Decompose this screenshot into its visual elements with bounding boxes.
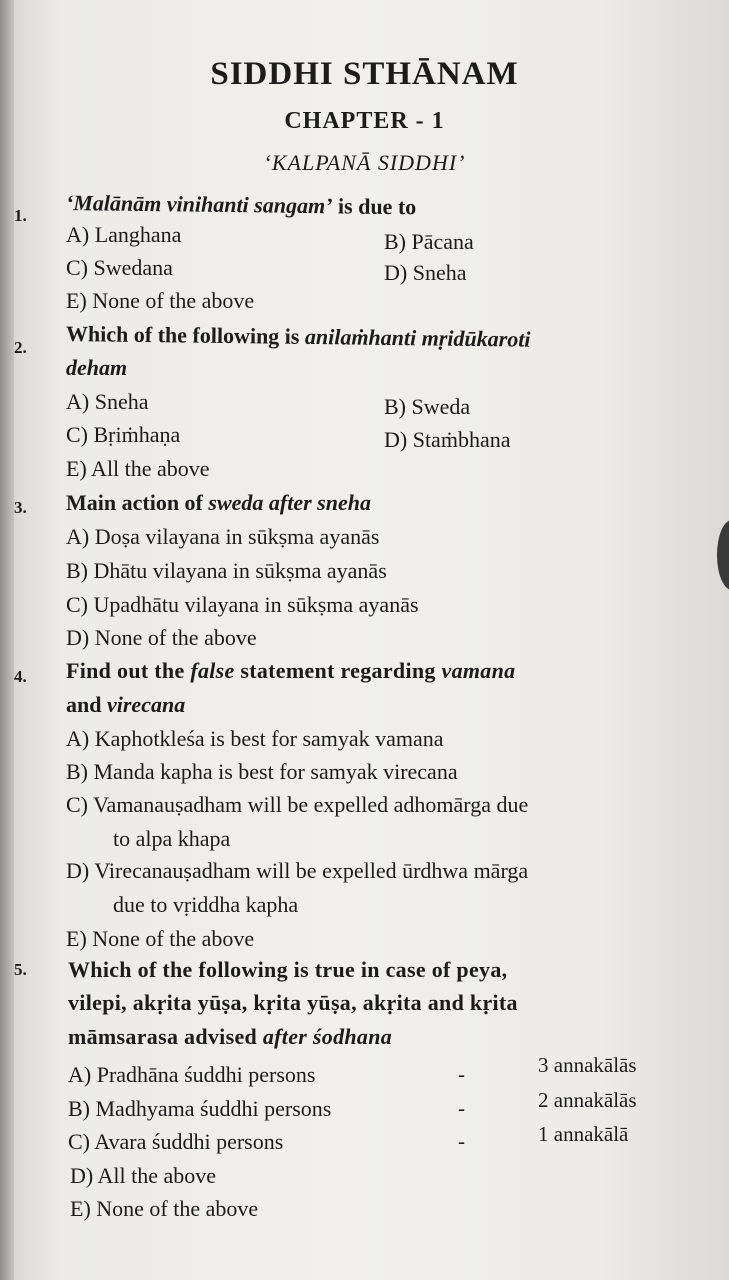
- question-number: 1.: [14, 206, 27, 225]
- section-title: SIDDHI STHĀNAM: [210, 56, 519, 92]
- option-a[interactable]: A) Kaphotkleśa is best for samyak vamana: [66, 726, 444, 751]
- option-dash: -: [458, 1096, 465, 1120]
- option-c[interactable]: C) Upadhātu vilayana in sūkṣma ayanās: [66, 592, 419, 617]
- option-d[interactable]: D) Virecanauṣadham will be expelled ūrdhwa mārga: [66, 858, 529, 883]
- thumb-shadow: [717, 520, 729, 590]
- option-d-continued: due to vṛiddha kapha: [113, 892, 299, 917]
- option-c[interactable]: C) Avara śuddhi persons: [68, 1129, 284, 1154]
- option-d[interactable]: D) Sneha: [384, 260, 467, 285]
- option-e[interactable]: E) None of the above: [66, 288, 255, 313]
- option-a-value: 3 annakālās: [538, 1053, 637, 1077]
- option-b[interactable]: B) Dhātu vilayana in sūkṣma ayanās: [66, 558, 387, 583]
- question-stem: Which of the following is true in case of peya,: [68, 957, 508, 982]
- question-stem: Main action of sweda after sneha: [66, 490, 371, 515]
- option-a[interactable]: A) Sneha: [66, 389, 149, 414]
- option-c[interactable]: C) Bṛiṁhaṇa: [66, 422, 181, 447]
- question-stem-line2: deham: [66, 355, 128, 380]
- option-e[interactable]: E) None of the above: [66, 926, 255, 951]
- question-stem-line2: vilepi, akṛita yūṣa, kṛita yūṣa, akṛita and kṛita: [68, 990, 518, 1015]
- question-number: 4.: [14, 667, 27, 686]
- option-b[interactable]: B) Sweda: [384, 394, 471, 419]
- option-c[interactable]: C) Vamanauṣadham will be expelled adhomārga due: [66, 792, 529, 817]
- option-dash: -: [458, 1062, 465, 1086]
- question-stem: Which of the following is anilaṁhanti mṛidūkaroti: [65, 321, 531, 352]
- option-b[interactable]: B) Madhyama śuddhi persons: [68, 1096, 332, 1121]
- option-e[interactable]: E) None of the above: [70, 1196, 259, 1221]
- option-c-continued: to alpa khapa: [113, 826, 231, 851]
- chapter-title: ‘KALPANĀ SIDDHI’: [263, 150, 466, 175]
- option-a[interactable]: A) Langhana: [66, 222, 182, 247]
- option-a[interactable]: A) Doṣa vilayana in sūkṣma ayanās: [66, 524, 380, 549]
- chapter-heading: CHAPTER - 1: [284, 108, 445, 134]
- question-stem-line2: and virecana: [66, 692, 186, 717]
- question-stem-line3: māmsarasa advised after śodhana: [68, 1024, 393, 1049]
- option-d[interactable]: D) Staṁbhana: [384, 427, 511, 452]
- option-b[interactable]: B) Manda kapha is best for samyak virecana: [66, 759, 458, 784]
- question-stem: ‘Malānām vinihanti sangam’ is due to: [65, 190, 417, 220]
- book-spine-shadow: [0, 0, 14, 1280]
- option-d[interactable]: D) All the above: [70, 1163, 217, 1188]
- option-b[interactable]: B) Pācana: [384, 229, 474, 254]
- option-d[interactable]: D) None of the above: [66, 625, 257, 650]
- question-stem: Find out the false statement regarding vamana: [66, 658, 516, 683]
- question-number: 5.: [14, 960, 27, 979]
- option-dash: -: [458, 1129, 465, 1153]
- option-b-value: 2 annakālās: [538, 1088, 637, 1112]
- question-number: 3.: [14, 498, 27, 517]
- question-number: 2.: [14, 338, 27, 357]
- option-c[interactable]: C) Swedana: [66, 255, 173, 280]
- option-e[interactable]: E) All the above: [66, 456, 210, 481]
- option-a[interactable]: A) Pradhāna śuddhi persons: [68, 1062, 316, 1087]
- option-c-value: 1 annakālā: [538, 1122, 629, 1146]
